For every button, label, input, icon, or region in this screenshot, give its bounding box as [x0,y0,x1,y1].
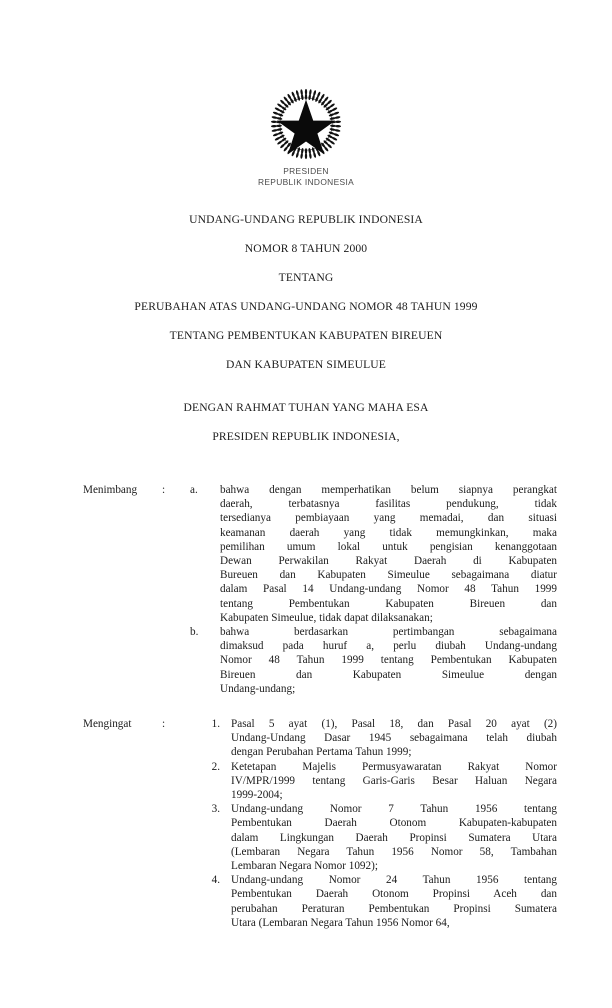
clause-item-marker: 1. [211,718,220,731]
clause-text-line: Pasal 5 ayat (1), Pasal 18, dan Pasal 20 ayat (2) [231,718,557,731]
clause-item-text [220,483,557,625]
clause-text-line: Pembentukan Daerah Otonom Kabupaten-kabupaten [231,817,557,830]
clause-text-line: dalam Pasal 14 Undang-undang Nomor 48 Tahun 1999 [220,583,557,596]
clause-text-line: Lembaran Negara Nomor 1092); [231,860,378,873]
clause-text-line: daerah, terbatasnya fasilitas pendukung, tidak [220,498,557,511]
clause-text-line: IV/MPR/1999 tentang Garis-Garis Besar Haluan Negara [231,774,557,787]
clause-text-line: tersedianya pembiayaan yang memadai, dan situasi [220,512,557,525]
title-line-2: NOMOR 8 TAHUN 2000 [244,242,368,255]
title-line-1: UNDANG-UNDANG REPUBLIK INDONESIA [189,213,423,226]
clause-item-text [231,802,557,873]
invocation-line-1: DENGAN RAHMAT TUHAN YANG MAHA ESA [183,401,429,414]
clause-text-line: perubahan Peraturan Pembentukan Propinsi Sumatera [231,902,557,915]
clause-item-text [231,873,557,930]
title-block [56,213,556,443]
clause-label: Mengingat [83,718,132,731]
clause-text-line: (Lembaran Negara Tahun 1956 Nomor 58, Tambahan [231,845,557,858]
clause-item [0,760,612,803]
clause-text-line: Bureuen dan Kabupaten Simeulue sebagaimana diatur [220,569,557,582]
clause-text-line: keamanan daerah yang tidak memungkinkan, maka [220,526,557,539]
clause-text-line: bahwa dengan memperhatikan belum siapnya perangkat [220,484,557,496]
clause-label: Menimbang [83,484,138,496]
clause-text-line: bahwa berdasarkan pertimbangan sebagaimana [220,626,557,639]
clause-text-line: Undang-undang Nomor 7 Tahun 1956 tentang [231,803,557,816]
emblem-block [0,86,612,189]
clause-text-line: dengan Perubahan Pertama Tahun 1999; [231,746,412,759]
title-line-4: PERUBAHAN ATAS UNDANG-UNDANG NOMOR 48 TAHUN 1999 [134,300,478,313]
title-line-6: DAN KABUPATEN SIMEULUE [225,358,387,371]
clause-item-marker: 4. [211,874,220,887]
clause-item-text [231,717,557,760]
clause-item [0,873,612,930]
emblem-caption-line-1: PRESIDEN [283,166,329,176]
clause-text-line: Undang-undang; [220,682,296,695]
clause-item-marker: a. [190,484,198,496]
emblem-caption [0,166,612,189]
clause-item [0,717,612,760]
clause-text-line: Undang-Undang Dasar 1945 sebagaimana telah diubah [231,732,557,745]
clause-text-line: Dewan Perwakilan Rakyat Daerah di Kabupaten [220,555,557,568]
clause-text-line: Nomor 48 Tahun 1999 tentang Pembentukan Kabupaten [220,654,557,667]
clause-text-line: Pembentukan Daerah Otonom Propinsi Aceh dan [231,888,557,901]
clause-text-line: tentang Pembentukan Kabupaten Bireuen dan [220,597,557,610]
emblem-caption-line-2: REPUBLIK INDONESIA [257,177,355,188]
clause-item-text [231,760,557,803]
clause-group-mengingat [0,717,612,930]
clause-item [0,625,612,696]
clause-item-marker: 3. [211,803,220,816]
clause-item [0,802,612,873]
clause-item [0,483,612,625]
clause-text-line: dimaksud pada huruf a, perlu diubah Undang-undang [220,640,557,653]
title-line-3: TENTANG [278,271,334,284]
clause-group-menimbang [0,483,612,696]
clause-colon: : [162,718,166,731]
clause-item-marker: 2. [211,760,220,773]
clause-text-line: pemilihan umum lokal untuk pengisian kenanggotaan [220,540,557,553]
clause-text-line: Utara (Lembaran Negara Tahun 1956 Nomor 64, [231,916,450,929]
title-line-5: TENTANG PEMBENTUKAN KABUPATEN BIREUEN [169,329,443,342]
clause-section [0,483,612,930]
clause-text-line: Undang-undang Nomor 24 Tahun 1956 tentang [231,874,557,887]
clause-item-marker: b. [190,626,199,639]
clause-text-line: Ketetapan Majelis Permusyawaratan Rakyat Nomor [231,760,557,773]
invocation-line-2: PRESIDEN REPUBLIK INDONESIA, [212,430,400,443]
garuda-star-wreath-emblem [268,86,344,162]
clause-text-line: Kabupaten Simeulue, tidak dapat dilaksanakan; [220,611,433,624]
clause-text-line: dalam Lingkungan Daerah Propinsi Sumatera Utara [231,831,557,844]
clause-text-line: Bireuen dan Kabupaten Simeulue dengan [220,668,557,681]
clause-text-line: 1999-2004; [231,789,283,802]
clause-item-text [220,625,557,696]
clause-colon: : [162,484,166,496]
